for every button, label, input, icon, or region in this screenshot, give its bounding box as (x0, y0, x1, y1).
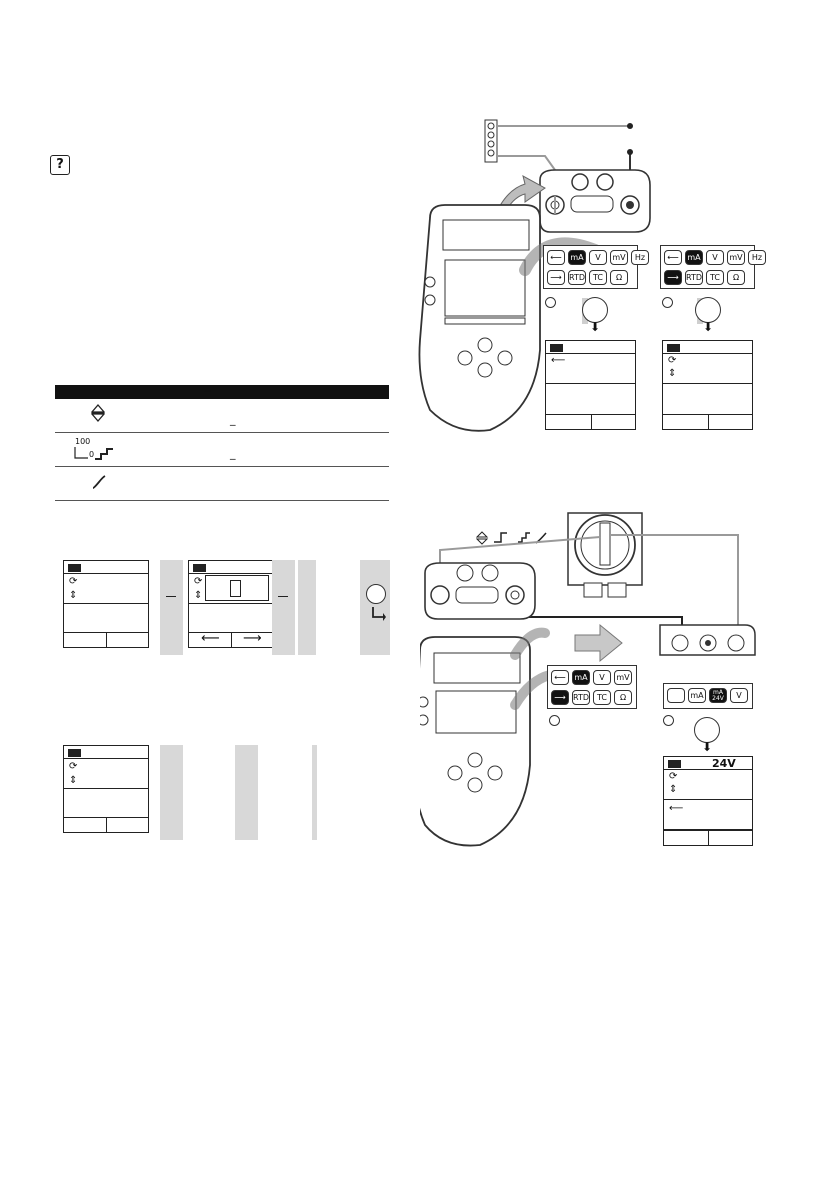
mode-table (55, 385, 389, 501)
table-overline: ‾ (205, 389, 211, 402)
down-arrow-icon: ⬇ (590, 320, 601, 334)
softkey-row (64, 632, 148, 647)
tc-key[interactable]: TC (589, 270, 607, 285)
hz-key[interactable]: Hz (748, 250, 766, 265)
output-key[interactable]: ⟶ (547, 270, 565, 285)
updown-arrow-icon: ⇕ (69, 775, 78, 786)
step-bar (272, 560, 295, 655)
loop-voltage-label: 24V (712, 757, 736, 770)
blank-key[interactable] (667, 688, 685, 703)
table-header-bar (55, 385, 389, 399)
step-bottom-label: 0 (89, 450, 95, 459)
tc-key[interactable]: TC (706, 270, 724, 285)
lcd-screen (545, 340, 636, 430)
source-key[interactable]: ⟵ (551, 670, 569, 685)
hz-key[interactable]: Hz (631, 250, 649, 265)
lcd-screen (662, 340, 753, 430)
step-top-label: 100 (75, 437, 91, 446)
mv-key[interactable]: mV (610, 250, 628, 265)
source-key[interactable]: ⟵ (664, 250, 682, 265)
mv-key[interactable]: mV (727, 250, 745, 265)
lcd-screen-edit (188, 560, 274, 648)
source-key[interactable]: ⟵ (547, 250, 565, 265)
battery-icon (68, 749, 81, 757)
step-marker (549, 715, 560, 726)
battery-icon (668, 760, 681, 768)
table-overline: ‾ (230, 457, 236, 470)
mv-key[interactable]: mV (614, 670, 632, 685)
battery-icon (68, 564, 81, 572)
output-key[interactable]: ⟶ (664, 270, 682, 285)
function-key-panel (660, 245, 763, 289)
updown-arrow-icon (91, 404, 105, 422)
updown-arrow-icon: ⇕ (669, 784, 678, 795)
minus-sign (166, 596, 176, 597)
table-row (55, 457, 389, 501)
function-key-panel (547, 665, 637, 709)
table-row (55, 423, 389, 467)
lcd-screen (663, 756, 753, 846)
ramp-icon (91, 474, 107, 490)
ma-key[interactable]: mA (685, 250, 703, 265)
step-icon (73, 446, 123, 462)
softkey-row (189, 632, 273, 647)
output-key[interactable]: ⟶ (551, 690, 569, 705)
source-output-icon: ⟳ (69, 761, 78, 772)
measure-input-icon: ⟵ (551, 355, 566, 366)
step-marker (662, 297, 673, 308)
help-icon: ? (50, 155, 70, 175)
table-overline: ‾ (230, 423, 236, 436)
updown-arrow-icon: ⇕ (69, 590, 78, 601)
ohm-key[interactable]: Ω (610, 270, 628, 285)
source-output-icon: ⟳ (668, 355, 677, 366)
lcd-screen (63, 560, 149, 648)
minus-sign (278, 596, 288, 597)
battery-icon (550, 344, 563, 352)
ma-key[interactable]: mA (572, 670, 590, 685)
v-key[interactable]: V (706, 250, 724, 265)
rtd-key[interactable]: RTD (568, 270, 586, 285)
v-key[interactable]: V (730, 688, 748, 703)
source-output-icon: ⟳ (69, 576, 78, 587)
rtd-key[interactable]: RTD (685, 270, 703, 285)
softkey-row (64, 817, 148, 832)
step-bar (312, 745, 317, 840)
ohm-key[interactable]: Ω (614, 690, 632, 705)
measure-input-icon: ⟵ (669, 803, 684, 814)
right-arrow-icon[interactable]: ⟶ (243, 631, 262, 646)
v-key[interactable]: V (589, 250, 607, 265)
loop-key-panel (663, 683, 753, 709)
left-arrow-icon[interactable]: ⟵ (201, 631, 220, 646)
updown-arrow-icon: ⇕ (194, 590, 203, 601)
step-bar (298, 560, 316, 655)
battery-icon (667, 344, 680, 352)
softkey-row (663, 414, 752, 429)
source-output-icon: ⟳ (194, 576, 203, 587)
source-output-icon: ⟳ (669, 771, 678, 782)
ohm-key[interactable]: Ω (727, 270, 745, 285)
step-bar (160, 560, 183, 655)
ma-key[interactable]: mA (688, 688, 706, 703)
rtd-key[interactable]: RTD (572, 690, 590, 705)
tc-key[interactable]: TC (593, 690, 611, 705)
value-edit-box[interactable] (205, 575, 269, 601)
ma-key[interactable]: mA (568, 250, 586, 265)
v-key[interactable]: V (593, 670, 611, 685)
ma-24v-key[interactable]: mA 24V (709, 688, 727, 703)
down-arrow-icon: ⬇ (702, 740, 713, 754)
function-key-panel (543, 245, 646, 289)
down-arrow-icon: ⬇ (703, 320, 714, 334)
battery-icon (193, 564, 206, 572)
ok-button[interactable] (366, 584, 386, 604)
updown-arrow-icon: ⇕ (668, 368, 677, 379)
enter-arrow-icon (370, 606, 386, 622)
lcd-screen (63, 745, 149, 833)
step-bar (160, 745, 183, 840)
softkey-row (664, 830, 752, 845)
cursor-digit (230, 580, 241, 597)
softkey-row (546, 414, 635, 429)
step-bar (235, 745, 258, 840)
table-row (55, 389, 389, 433)
step-marker (545, 297, 556, 308)
step-marker (663, 715, 674, 726)
